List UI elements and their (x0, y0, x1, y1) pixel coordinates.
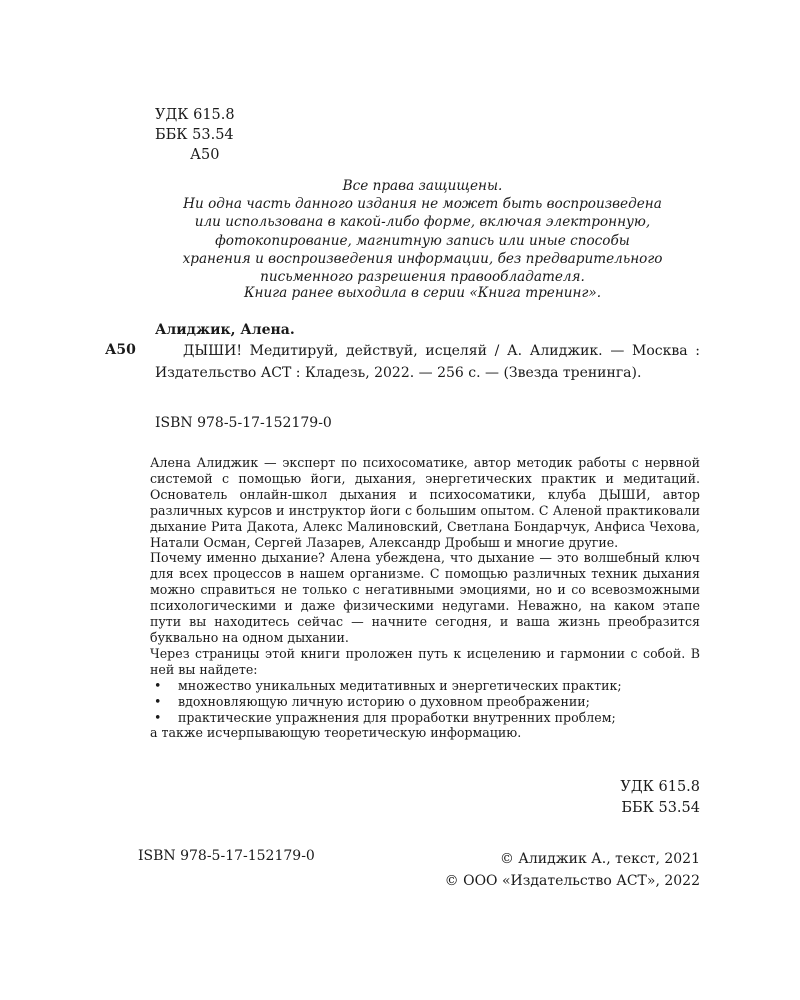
udk-code: УДК 615.8 (620, 779, 700, 795)
rights-line: Все права защищены. (342, 178, 503, 194)
bibliographic-description: ДЫШИ! Медитируй, действуй, исцеляй / А. Алиджик. — Москва : Издательство АСТ : Кладезь, 2022. — 256 с. — (Звезда тренинга). (155, 343, 700, 381)
rights-line: Ни одна часть данного издания не может быть воспроизведена (183, 196, 662, 213)
annotation-paragraph: Почему именно дыхание? Алена убеждена, что дыхание — это волшебный ключ для всех процессов в нашем организме. С помощью различных техник дыхания можно справиться не только с негативными эмоциями, но и со всевозможными психологическими и даже физическими недугами. Неважно, на каком этапе пути вы находитесь сейчас — начните сегодня, и ваша жизнь преобразится буквально на одном дыхании. (150, 550, 700, 645)
rights-notice (150, 177, 695, 286)
list-item: • множество уникальных медитативных и энергетических практик; (150, 678, 700, 694)
copyright-publisher: © ООО «Издательство АСТ», 2022 (444, 873, 700, 889)
copyright-block (445, 848, 700, 892)
index-code: А50 (105, 342, 136, 358)
classification-codes-bottom (620, 777, 700, 819)
rights-line: хранения и воспроизведения информации, без предварительного (182, 250, 663, 267)
rights-line: фотокопирование, магнитную запись или иные способы (215, 232, 630, 249)
annotation-paragraph: Через страницы этой книги проложен путь к исцелению и гармонии с собой. В ней вы найдете: (150, 645, 700, 677)
author-heading: Алиджик, Алена. (155, 322, 295, 338)
annotation-closing: а также исчерпывающую теоретическую информацию. (150, 725, 522, 741)
isbn: ISBN 978-5-17-152179-0 (155, 415, 332, 431)
rights-line: письменного разрешения правообладателя. (260, 269, 585, 286)
bbk-code: ББК 53.54 (155, 127, 234, 143)
copyright-author: © Алиджик А., текст, 2021 (499, 851, 700, 867)
series-note: Книга ранее выходила в серии «Книга тренинг». (243, 285, 602, 301)
annotation (150, 455, 700, 741)
classification-codes-top (155, 105, 235, 165)
feature-list (150, 678, 700, 726)
isbn-footer: ISBN 978-5-17-152179-0 (138, 848, 315, 864)
list-item: • практические упражнения для проработки внутренних проблем; (150, 710, 700, 726)
list-item: • вдохновляющую личную историю о духовном преображении; (150, 694, 700, 710)
annotation-paragraph: Алена Алиджик — эксперт по психосоматике, автор методик работы с нервной системой с помощью йоги, дыхания, энергетических практик и медитаций. Основатель онлайн-школ дыхания и психосоматики, клуба ДЫШИ, автор различных курсов и инструктор йоги с большим опытом. С Аленой практиковали дыхание Рита Дакота, Алекс Малиновский, Светлана Бондарчук, Анфиса Чехова, Натали Осман, Сергей Лазарев, Александр Дробыш и многие другие. (150, 455, 700, 550)
author-mark: А50 (190, 147, 220, 163)
udk-code: УДК 615.8 (155, 107, 235, 123)
rights-line: или использована в какой-либо форме, включая электронную, (194, 214, 651, 231)
bbk-code: ББК 53.54 (621, 800, 700, 816)
